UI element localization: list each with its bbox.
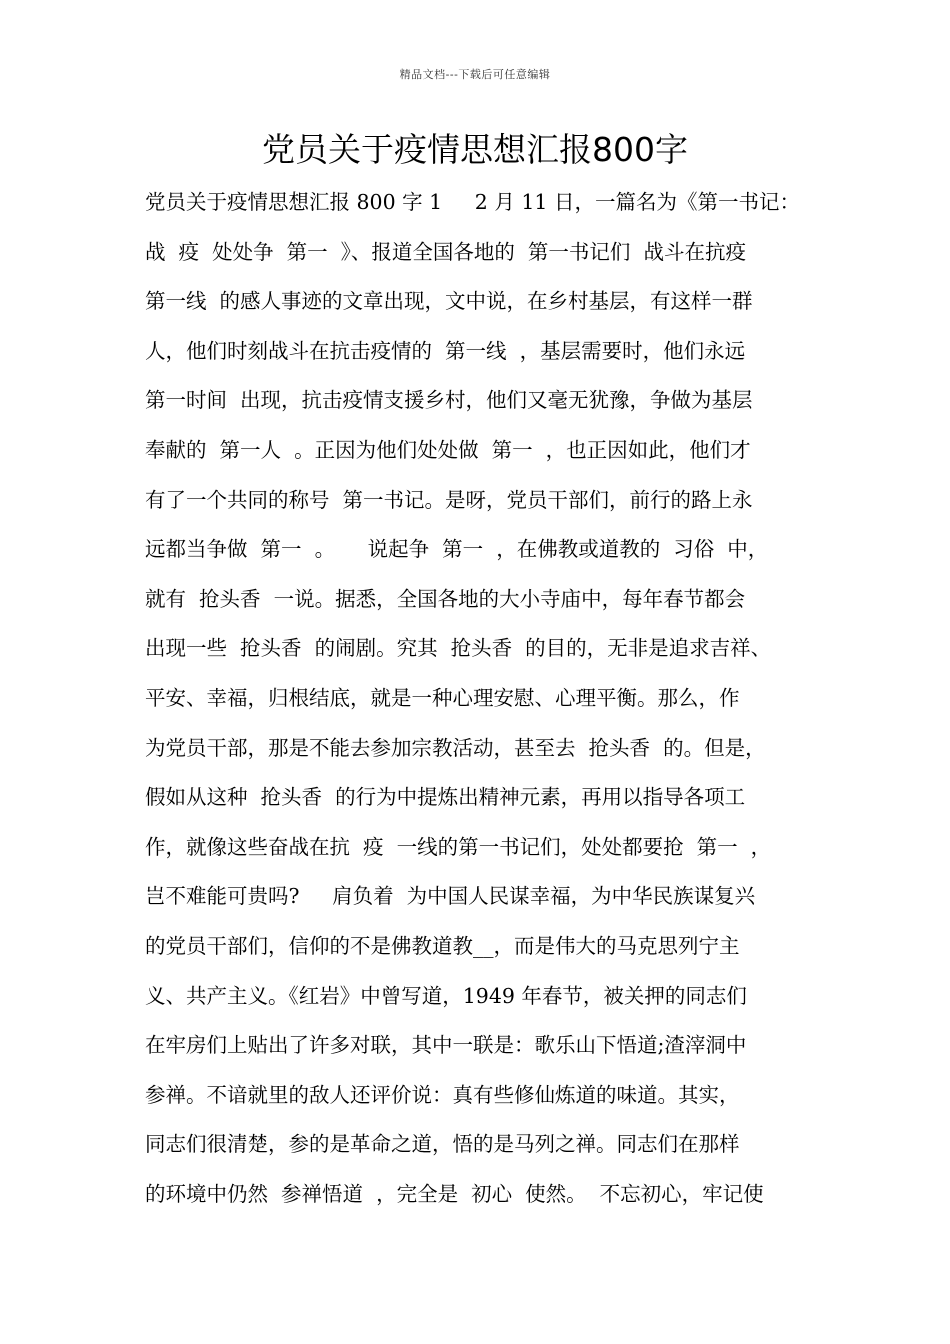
body-line: 在牢房们上贴出了许多对联，其中一联是：歌乐山下悟道;渣滓洞中: [145, 1033, 747, 1058]
body-line: 战 疫 处处争 第一 》、报道全国各地的 第一书记们 战斗在抗疫: [145, 239, 746, 264]
body-line: 远都当争做 第一 。 说起争 第一 ，在佛教或道教的 习俗 中，: [145, 537, 769, 562]
page-header: 精品文档---下载后可任意编辑: [399, 68, 551, 81]
body-line: 平安、幸福，归根结底，就是一种心理安慰、心理平衡。那么，作: [145, 685, 740, 710]
body-line: 同志们很清楚，参的是革命之道，悟的是马列之禅。同志们在那样: [145, 1132, 740, 1157]
body-line: 出现一些 抢头香 的闹剧。究其 抢头香 的目的，无非是追求吉祥、: [145, 636, 772, 661]
body-line: 的党员干部们，信仰的不是佛教道教__，而是伟大的马克思列宁主: [145, 933, 740, 958]
body-line: 为党员干部，那是不能去参加宗教活动，甚至去 抢头香 的。但是，: [145, 735, 766, 760]
body-line: 的环境中仍然 参禅悟道 ，完全是 初心 使然。 不忘初心，牢记使: [145, 1181, 764, 1206]
body-line: 党员关于疫情思想汇报 800 字 1 2 月 11 日，一篇名为《第一书记：: [145, 190, 800, 214]
body-line: 第一线 的感人事迹的文章出现，文中说，在乡村基层，有这样一群: [145, 289, 753, 314]
document-body: [145, 180, 835, 1221]
body-line: 就有 抢头香 一说。据悉，全国各地的大小寺庙中，每年春节都会: [145, 586, 746, 611]
body-line: 作，就像这些奋战在抗 疫 一线的第一书记们，处处都要抢 第一 ，: [145, 834, 772, 859]
body-line: 奉献的 第一人 。正因为他们处处做 第一 ，也正因如此，他们才: [145, 437, 751, 462]
body-line: 义、共产主义。《红岩》中曾写道，1949 年春节，被关押的同志们: [145, 983, 747, 1008]
body-line: 第一时间 出现，抗击疫情支援乡村，他们又毫无犹豫，争做为基层: [145, 388, 753, 413]
document-title: 党员关于疫情思想汇报800字: [262, 130, 688, 169]
body-line: 有了一个共同的称号 第一书记。是呀，党员干部们，前行的路上永: [145, 487, 753, 512]
body-line: 岂不难能可贵吗? 肩负着 为中国人民谋幸福，为中华民族谋复兴: [145, 884, 756, 909]
body-line: 人，他们时刻战斗在抗击疫情的 第一线 ，基层需要时，他们永远: [145, 338, 746, 363]
body-line: 假如从这种 抢头香 的行为中提炼出精神元素，再用以指导各项工: [145, 785, 746, 810]
body-line: 参禅。不谙就里的敌人还评价说：真有些修仙炼道的味道。其实，: [145, 1082, 740, 1107]
